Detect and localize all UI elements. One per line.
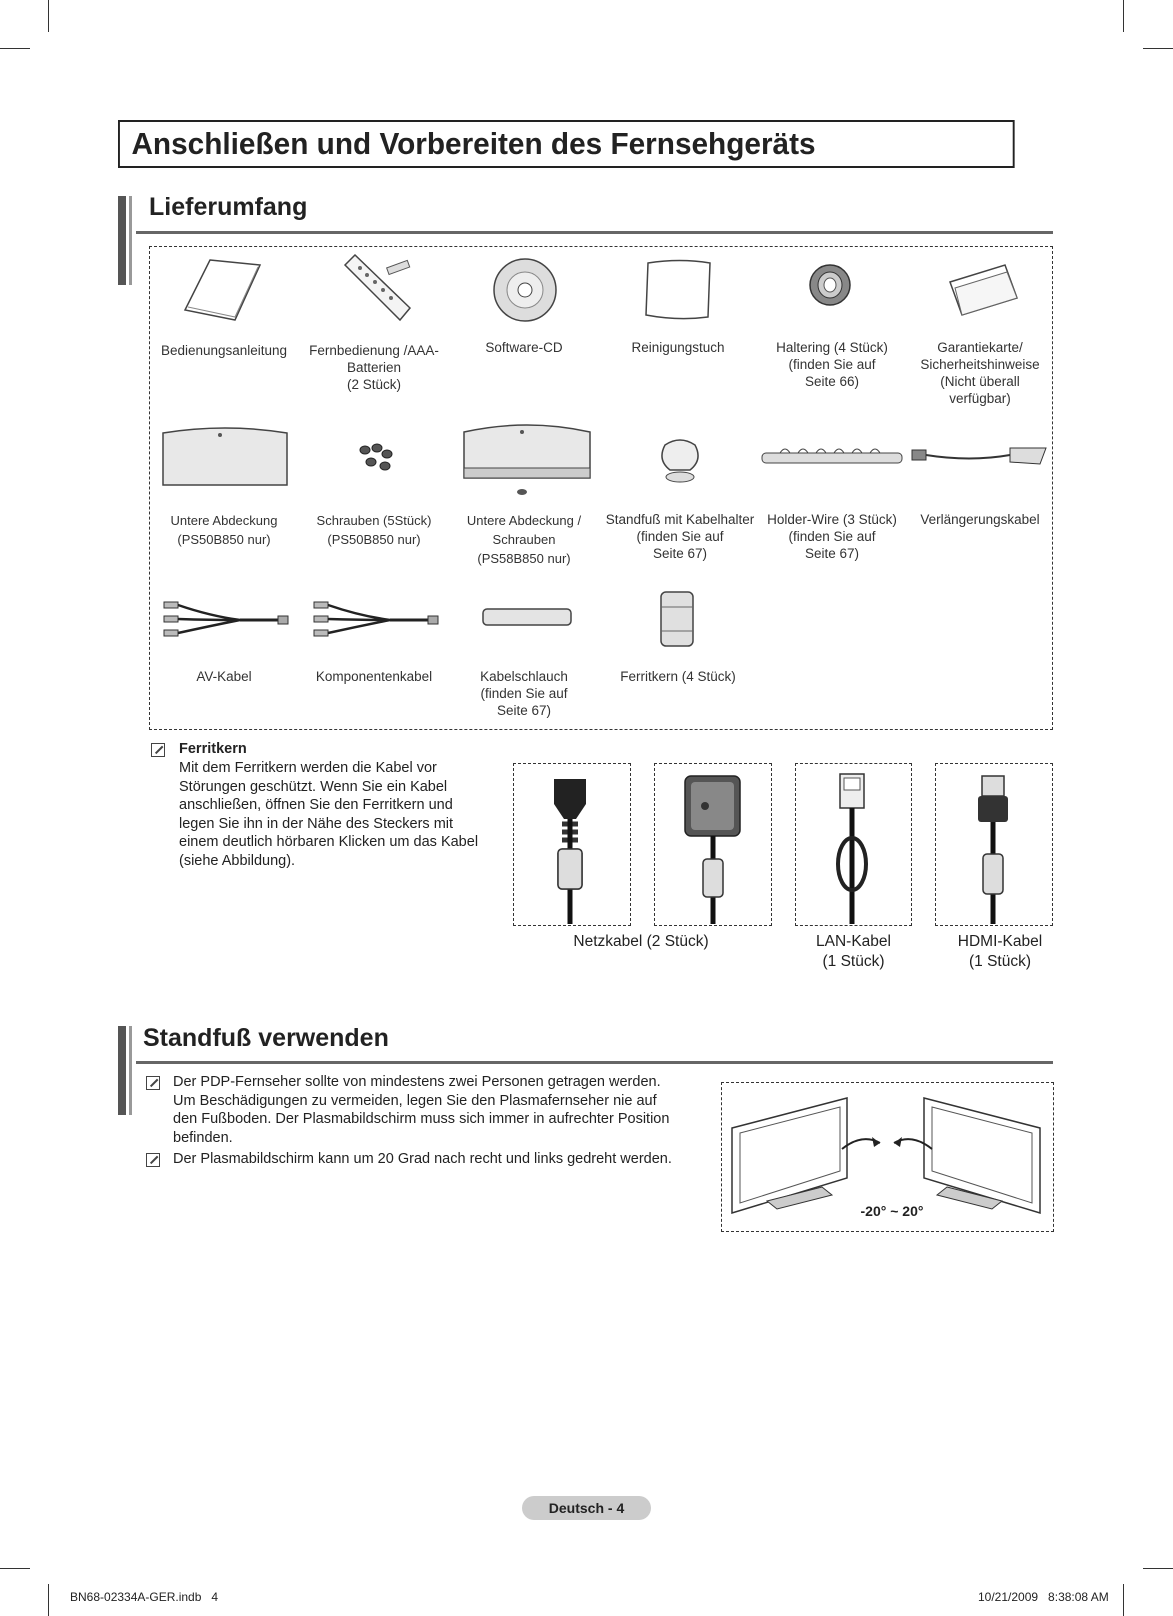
crop-mark xyxy=(0,1568,30,1569)
card-icon xyxy=(945,260,1025,320)
note-icon xyxy=(146,1153,160,1167)
stand-note-1: Der PDP-Fernseher sollte von mindestens zwei Personen getragen werden. Um Beschädigungen zu vermeiden, legen Sie den Plasmafernseher nie auf den Fußboden. Der Plasmabildschirm muss sich immer in aufrechter Position befinden. xyxy=(173,1074,670,1146)
rotation-label: -20° ~ 20° xyxy=(860,1203,924,1219)
rotation-box xyxy=(721,1082,1054,1232)
extension-cable-icon xyxy=(910,440,1050,470)
power-plug-icon xyxy=(514,764,629,924)
section-bar xyxy=(129,196,132,285)
item-label: Holder-Wire (3 Stück) (finden Sie auf Seite 67) xyxy=(767,512,897,561)
item-label: Kabelschlauch (finden Sie auf Seite 67) xyxy=(480,669,568,718)
cloth-icon xyxy=(640,255,720,325)
section-title-lieferumfang: Lieferumfang xyxy=(149,193,308,221)
hdmi-cable-box xyxy=(935,763,1053,926)
crop-mark xyxy=(1143,48,1173,49)
ferrite-icon xyxy=(655,587,700,652)
cable-tube-icon xyxy=(480,605,575,630)
item-label: Schrauben (5Stück) (PS50B850 nur) xyxy=(316,513,432,547)
hdmi-plug-icon xyxy=(936,764,1051,924)
power-adapter-icon xyxy=(655,764,770,924)
power-cable-box xyxy=(513,763,631,926)
section-rule xyxy=(136,231,1053,234)
item-label: Verlängerungskabel xyxy=(920,512,1040,527)
cover-screws-icon xyxy=(460,420,595,500)
manual-icon xyxy=(180,255,270,325)
page-number-badge: Deutsch - 4 xyxy=(522,1496,651,1520)
power-cable-box-2 xyxy=(654,763,772,926)
item-label: Fernbedienung /AAA- Batterien (2 Stück) xyxy=(309,343,439,392)
item-label: Reinigungstuch xyxy=(631,340,725,355)
lan-cable-box xyxy=(795,763,912,926)
stand-icon xyxy=(655,435,705,485)
crop-mark xyxy=(0,48,30,49)
holder-wire-icon xyxy=(760,445,905,470)
component-cable-icon xyxy=(310,598,440,643)
crop-mark xyxy=(48,0,49,32)
item-label: Bedienungsanleitung xyxy=(160,343,288,358)
crop-mark xyxy=(1123,1584,1124,1616)
slug-file: BN68-02334A-GER.indb 4 xyxy=(70,1590,219,1604)
note-text: Mit dem Ferritkern werden die Kabel vor Störungen geschützt. Wenn Sie ein Kabel anschließen, öffnen Sie den Ferritkern und legen Sie ihn in der Nähe des Steckers mit einem deutlich hörbaren Klicken um das Kabel (siehe Abbildung). xyxy=(179,760,479,869)
remote-icon xyxy=(335,250,425,325)
item-label: Garantiekarte/ Sicherheitshinweise (Nicht überall verfügbar) xyxy=(920,340,1040,406)
note-icon xyxy=(151,743,165,757)
slug-date: 10/21/2009 8:38:08 AM xyxy=(978,1590,1109,1604)
section-bar xyxy=(129,1026,132,1115)
section-rule xyxy=(136,1061,1053,1064)
crop-mark xyxy=(48,1584,49,1616)
section-bar xyxy=(118,196,126,285)
item-label: AV-Kabel xyxy=(196,669,252,684)
power-cable-caption: Netzkabel (2 Stück) xyxy=(573,933,709,950)
note-icon xyxy=(146,1076,160,1090)
ring-icon xyxy=(800,260,860,310)
page-title: Anschließen und Vorbereiten des Fernsehgeräts xyxy=(118,120,1015,168)
item-label: Haltering (4 Stück) (finden Sie auf Seite 66) xyxy=(776,340,888,389)
item-label: Untere Abdeckung / Schrauben (PS58B850 nur) xyxy=(466,513,582,566)
note-heading: Ferritkern xyxy=(179,741,247,757)
item-label: Software-CD xyxy=(485,340,563,355)
section-bar xyxy=(118,1026,126,1115)
crop-mark xyxy=(1123,0,1124,32)
stand-note-2: Der Plasmabildschirm kann um 20 Grad nach recht und links gedreht werden. xyxy=(173,1151,672,1167)
av-cable-icon xyxy=(160,598,290,643)
item-label: Untere Abdeckung (PS50B850 nur) xyxy=(170,513,278,547)
item-label: Komponentenkabel xyxy=(315,669,433,684)
crop-mark xyxy=(1143,1568,1173,1569)
cd-icon xyxy=(490,255,560,325)
section-title-standfuss: Standfuß verwenden xyxy=(143,1024,389,1052)
item-label: Standfuß mit Kabelhalter (finden Sie auf Seite 67) xyxy=(605,512,755,561)
screws-icon xyxy=(355,440,400,475)
hdmi-cable-caption: HDMI-Kabel (1 Stück) xyxy=(957,933,1043,970)
lan-cable-caption: LAN-Kabel (1 Stück) xyxy=(816,933,891,970)
lan-plug-icon xyxy=(796,764,911,924)
item-label: Ferritkern (4 Stück) xyxy=(620,669,736,684)
cover-icon xyxy=(160,425,290,490)
